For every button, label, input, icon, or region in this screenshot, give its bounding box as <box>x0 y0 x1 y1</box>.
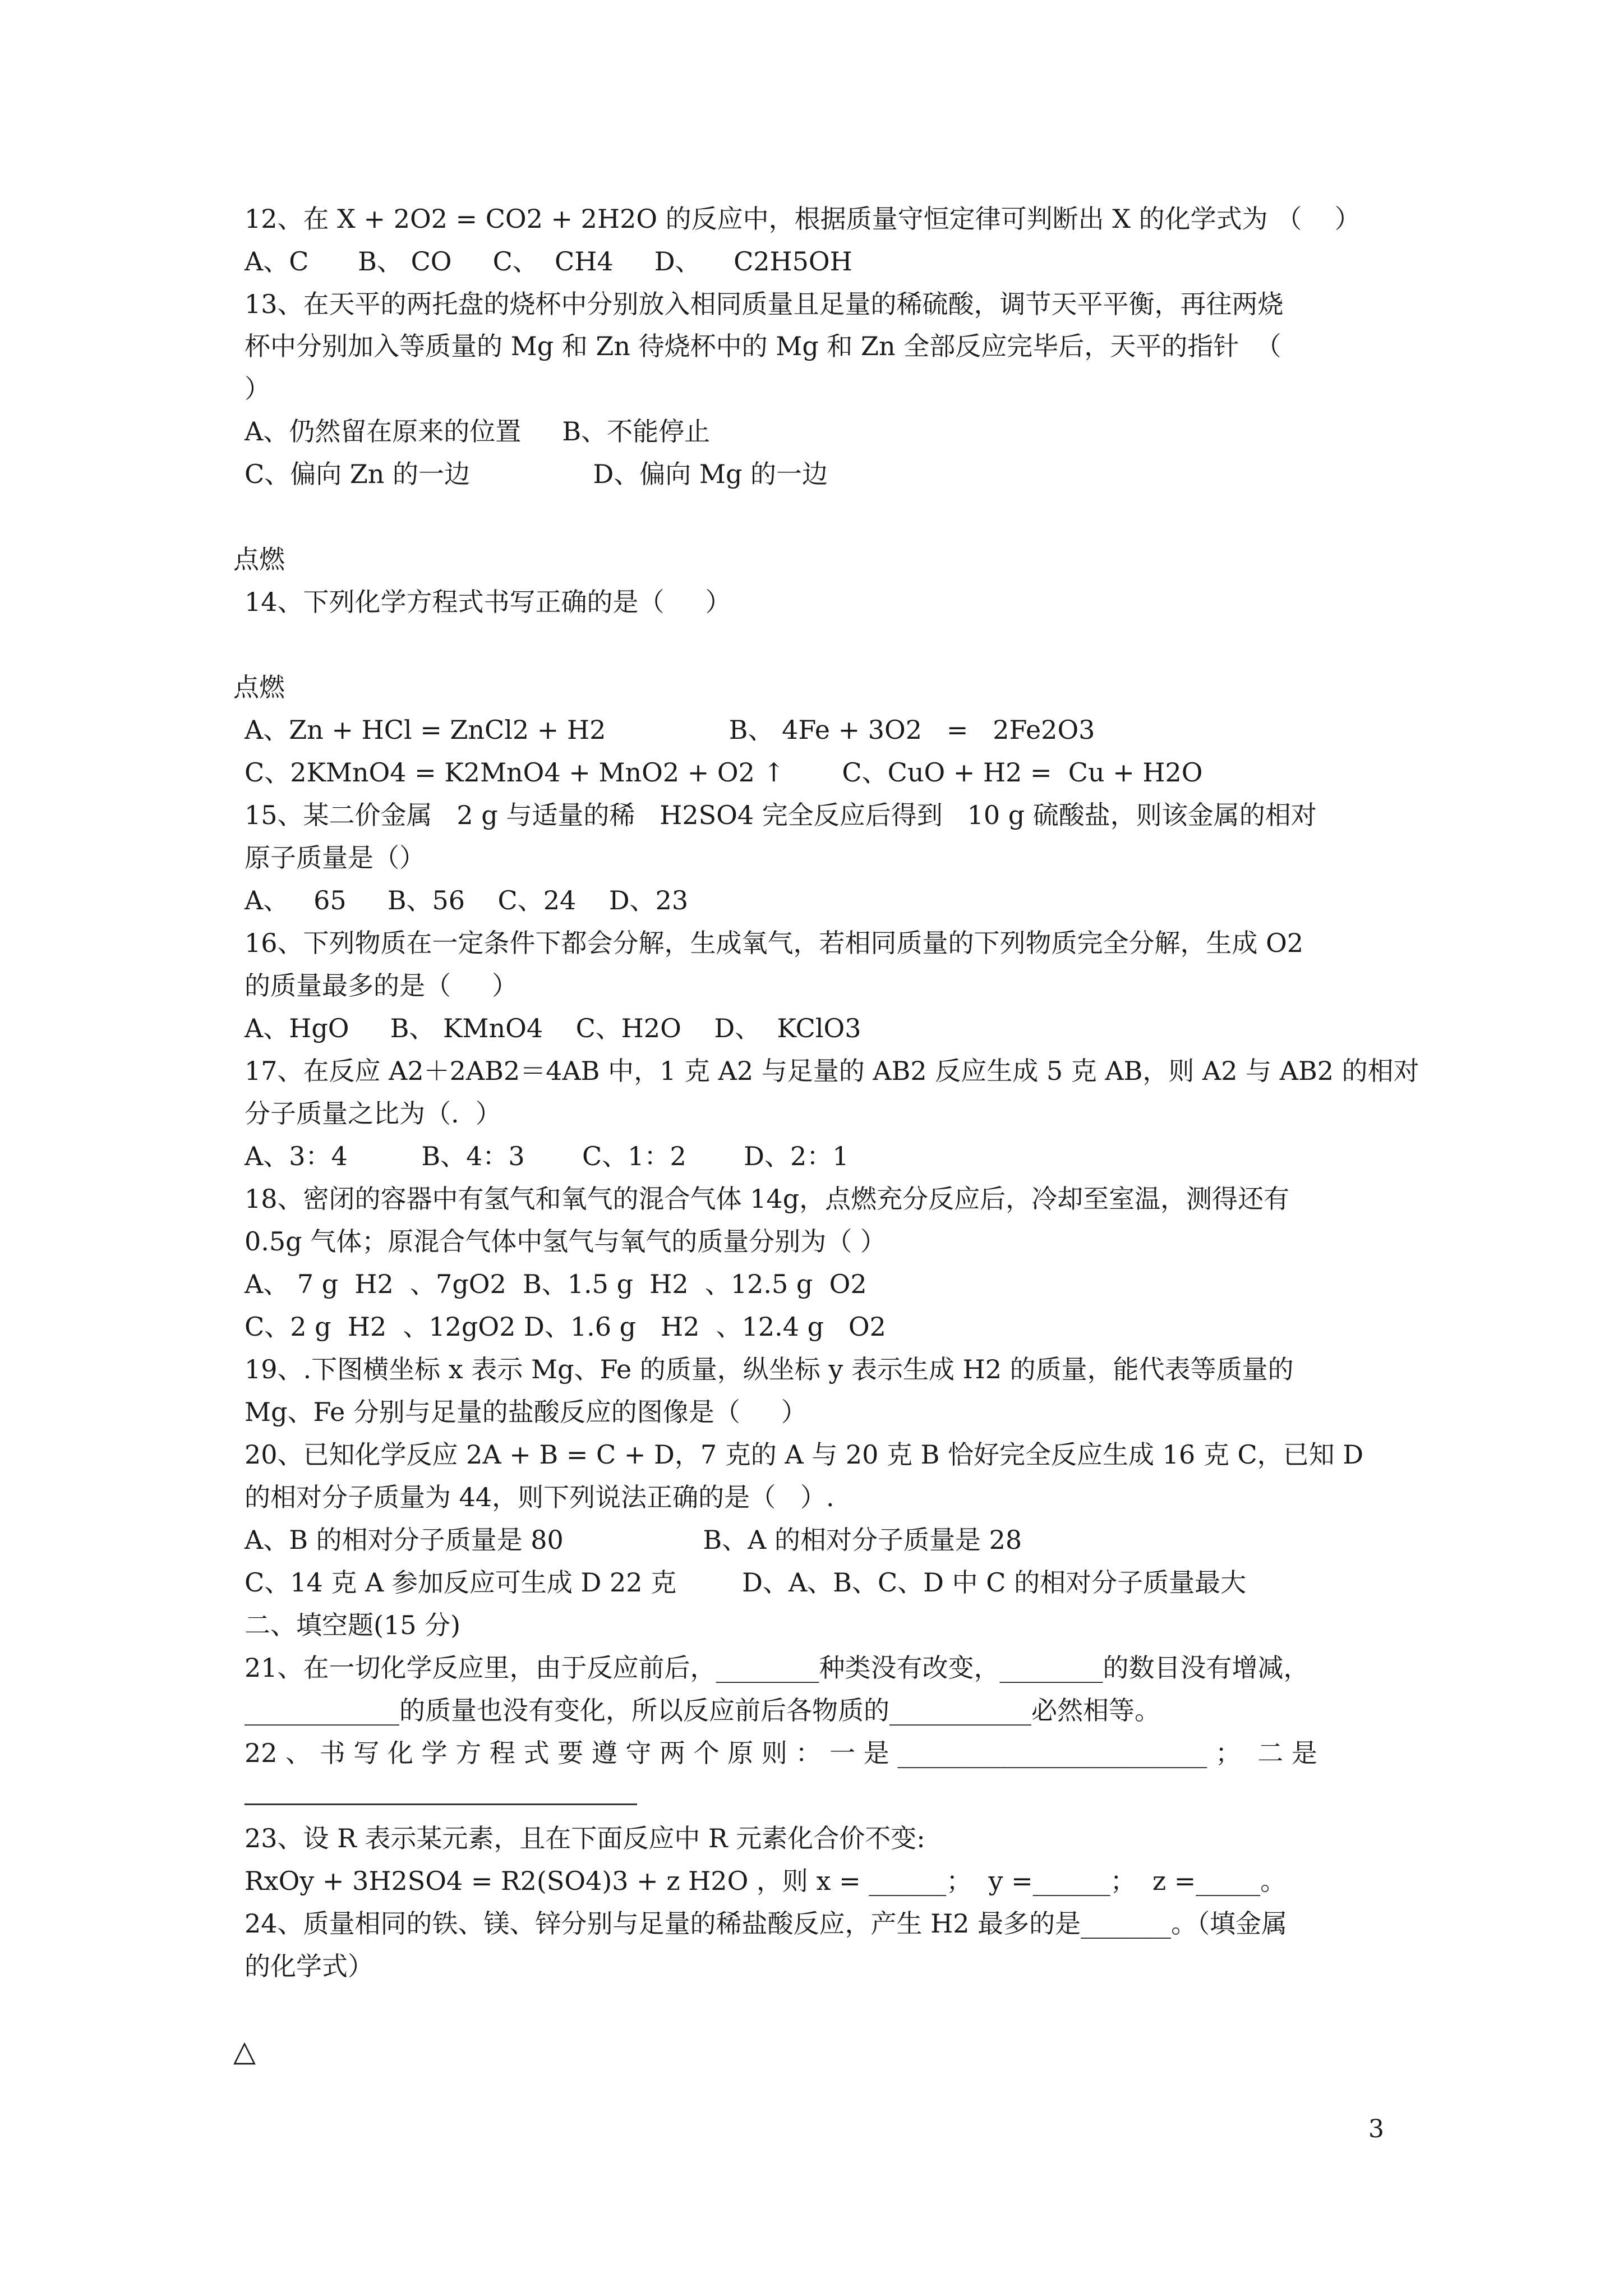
q23-stem: 23、设 R 表示某元素，且在下面反应中 R 元素化合价不变: <box>245 1823 925 1853</box>
q22-stem: 22 、 书 写 化 学 方 程 式 要 遵 守 两 个 原 则 ： 一 是 ________________________ ； 二 是 <box>245 1738 1317 1768</box>
q20-options-ab: A、B 的相对分子质量是 80 B、A 的相对分子质量是 28 <box>245 1525 1022 1555</box>
heat-triangle-icon: △ <box>233 2035 256 2068</box>
condition-label-ignite-2: 点燃 <box>233 672 285 702</box>
q24-stem-line1: 24、质量相同的铁、镁、锌分别与足量的稀盐酸反应，产生 H2 最多的是_______。（填金属 <box>245 1908 1288 1939</box>
section-heading-fill-in: 二、填空题(15 分) <box>245 1610 461 1640</box>
q15-stem-line2: 原子质量是（） <box>245 843 425 873</box>
condition-label-ignite-1: 点燃 <box>233 544 285 574</box>
q15-stem-line1: 15、某二价金属 2 g 与适量的稀 H2SO4 完全反应后得到 10 g 硫酸盐，则该金属的相对 <box>245 800 1317 830</box>
q21-stem-line2: ____________的质量也没有变化，所以反应前后各物质的___________必然相等。 <box>245 1695 1160 1726</box>
q14-options-ab: A、Zn + HCl = ZnCl2 + H2 B、 4Fe + 3O2 = 2Fe2O3 <box>245 715 1095 745</box>
q18-options-ab: A、 7 g H2 、7gO2 B、1.5 g H2 、12.5 g O2 <box>245 1269 867 1299</box>
q20-options-cd: C、14 克 A 参加反应可生成 D 22 克 D、A、B、C、D 中 C 的相对分子质量最大 <box>245 1567 1247 1598</box>
page-number: 3 <box>1368 2115 1384 2143</box>
q17-stem-line1: 17、在反应 A2＋2AB2＝4AB 中，1 克 A2 与足量的 AB2 反应生成 5 克 AB，则 A2 与 AB2 的相对 <box>245 1056 1419 1086</box>
q20-stem-line1: 20、已知化学反应 2A + B = C + D，7 克的 A 与 20 克 B 恰好完全反应生成 16 克 C，已知 D <box>245 1439 1364 1470</box>
q16-stem-line1: 16、下列物质在一定条件下都会分解，生成氧气，若相同质量的下列物质完全分解，生成 O2 <box>245 928 1304 958</box>
q12-stem: 12、在 X + 2O2 = CO2 + 2H2O 的反应中，根据质量守恒定律可判断出 X 的化学式为 （ ） <box>245 204 1361 234</box>
q24-stem-line2: 的化学式） <box>245 1951 374 1981</box>
q13-options-ab: A、仍然留在原来的位置 B、不能停止 <box>245 416 711 447</box>
q15-options: A、 65 B、56 C、24 D、23 <box>245 885 689 915</box>
q18-stem-line1: 18、密闭的容器中有氢气和氧气的混合气体 14g，点燃充分反应后，冷却至室温，测得还有 <box>245 1184 1290 1214</box>
q13-options-cd: C、偏向 Zn 的一边 D、偏向 Mg 的一边 <box>245 459 828 489</box>
q21-stem-line1: 21、在一切化学反应里，由于反应前后，________种类没有改变，________的数目没有增减， <box>245 1653 1310 1683</box>
q17-options: A、3：4 B、4：3 C、1：2 D、2：1 <box>245 1141 849 1171</box>
q18-options-cd: C、2 g H2 、12gO2 D、1.6 g H2 、12.4 g O2 <box>245 1312 886 1342</box>
q23-equation: RxOy + 3H2SO4 = R2(SO4)3 + z H2O ，则 x = ______； y =______； z =_____。 <box>245 1866 1287 1896</box>
q13-stem-line1: 13、在天平的两托盘的烧杯中分别放入相同质量且足量的稀硫酸，调节天平平衡，再往两烧 <box>245 289 1284 319</box>
q12-options: A、C B、 CO C、 CH4 D、 C2H5OH <box>245 246 852 277</box>
q20-stem-line2: 的相对分子质量为 44，则下列说法正确的是（ ）. <box>245 1482 834 1512</box>
q19-stem-line1: 19、.下图横坐标 x 表示 Mg、Fe 的质量，纵坐标 y 表示生成 H2 的质量，能代表等质量的 <box>245 1354 1294 1384</box>
q18-stem-line2: 0.5g 气体；原混合气体中氢气与氧气的质量分别为（ ） <box>245 1226 886 1257</box>
q22-answer-blank <box>245 1803 637 1805</box>
q13-stem-line2: 杯中分别加入等质量的 Mg 和 Zn 待烧杯中的 Mg 和 Zn 全部反应完毕后，天平的指针 （ <box>245 331 1281 361</box>
q17-stem-line2: 分子质量之比为（. ） <box>245 1098 501 1129</box>
q14-stem: 14、下列化学方程式书写正确的是（ ） <box>245 587 731 617</box>
q16-options: A、HgO B、 KMnO4 C、H2O D、 KClO3 <box>245 1013 861 1043</box>
q16-stem-line2: 的质量最多的是（ ） <box>245 970 518 1001</box>
q14-options-cd: C、2KMnO4 = K2MnO4 + MnO2 + O2 ↑ C、CuO + H2 = Cu + H2O <box>245 757 1203 788</box>
q19-stem-line2: Mg、Fe 分别与足量的盐酸反应的图像是（ ） <box>245 1397 807 1427</box>
q13-stem-line3: ） <box>245 374 270 404</box>
